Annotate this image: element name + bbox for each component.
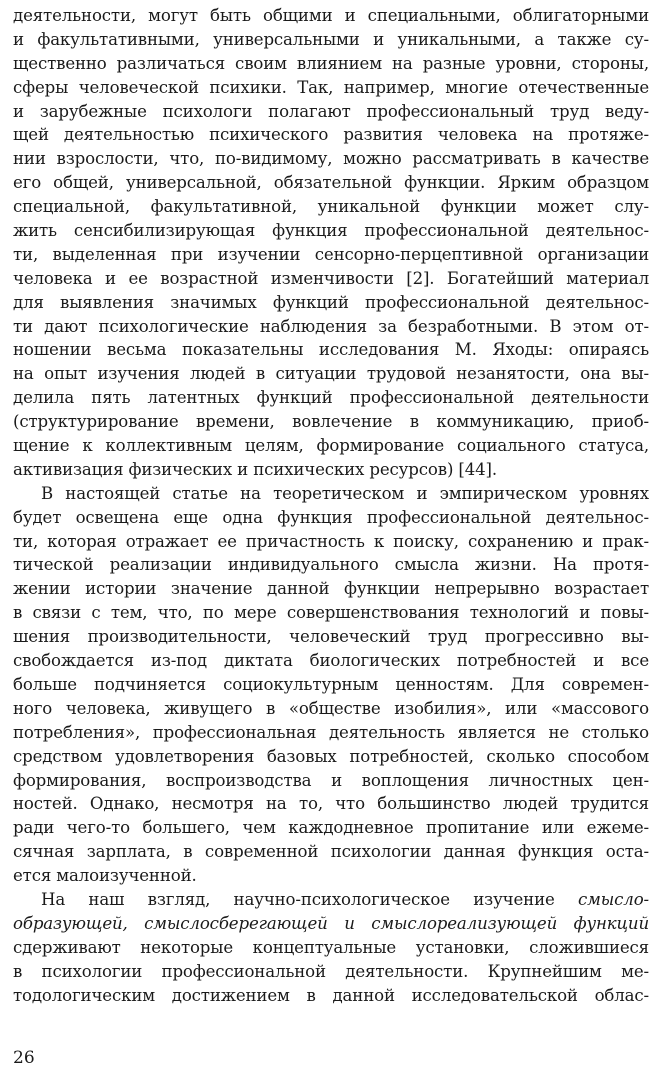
text-line: свобождается из-под диктата биологических потребностей и все xyxy=(13,651,649,671)
text-line: на опыт изучения людей в ситуации трудовой незанятости, она вы- xyxy=(13,364,649,384)
italic-span: образующей, смыслосберегающей и смыслореализующей функций xyxy=(13,913,649,933)
text-line: человека и ее возрастной изменчивости [2]. Богатейший материал xyxy=(13,268,649,288)
paragraph xyxy=(13,888,649,1007)
text-line: больше подчиняется социокультурным ценностям. Для современ- xyxy=(13,674,649,694)
text-line: (структурирование времени, вовлечение в коммуникацию, приоб- xyxy=(13,412,649,432)
text-line: в психологии профессиональной деятельности. Крупнейшим ме- xyxy=(13,961,649,981)
text-line: деятельности, могут быть общими и специальными, облигаторными xyxy=(13,6,649,25)
page-number: 26 xyxy=(13,1048,35,1068)
text-line: ного человека, живущего в «обществе изобилия», или «массового xyxy=(13,698,649,718)
text-line: тической реализации индивидуального смысла жизни. На протя- xyxy=(13,555,649,575)
text-line: В настоящей статье на теоретическом и эмпирическом уровнях xyxy=(41,483,649,503)
text-line: ностей. Однако, несмотря на то, что большинство людей трудится xyxy=(13,794,649,814)
text-line: щение к коллективным целям, формирование социального статуса, xyxy=(13,436,649,456)
text-line: будет освещена еще одна функция профессиональной деятельнос- xyxy=(13,507,649,527)
text-line: сдерживают некоторые концептуальные установки, сложившиеся xyxy=(13,937,649,957)
text-line: и факультативными, универсальными и уникальными, а также су- xyxy=(13,29,649,49)
text-line: средством удовлетворения базовых потребностей, сколько способом xyxy=(13,746,649,766)
text-line xyxy=(13,888,649,912)
text-line: формирования, воспроизводства и воплощения личностных цен- xyxy=(13,770,649,790)
text-line: активизация физических и психических ресурсов) [44]. xyxy=(13,459,497,479)
text-line: для выявления значимых функций профессиональной деятельнос- xyxy=(13,292,649,312)
text-line: его общей, универсальной, обязательной функции. Ярким образцом xyxy=(13,173,649,193)
text-line: ти, которая отражает ее причастность к поиску, сохранению и прак- xyxy=(13,531,649,551)
text-span: На наш взгляд, научно-психологическое изучение xyxy=(41,889,579,909)
text-line: ради чего-то большего, чем каждодневное пропитание или ежеме- xyxy=(13,818,649,838)
text-line: сферы человеческой психики. Так, например, многие отечественные xyxy=(13,77,649,97)
italic-span: смысло- xyxy=(578,889,649,909)
text-line: шения производительности, человеческий труд прогрессивно вы- xyxy=(13,627,649,647)
text-line: жить сенсибилизирующая функция профессиональной деятельнос- xyxy=(13,221,649,241)
document-page xyxy=(13,4,649,1007)
paragraph xyxy=(13,482,649,888)
text-line: ется малоизученной. xyxy=(13,866,197,886)
text-line xyxy=(13,912,649,936)
text-line: ти, выделенная при изучении сенсорно-перцептивной организации xyxy=(13,244,649,264)
text-line: щей деятельностью психического развития человека на протяже- xyxy=(13,125,649,145)
text-line: ти дают психологические наблюдения за безработными. В этом от- xyxy=(13,316,649,336)
text-line: специальной, факультативной, уникальной функции может слу- xyxy=(13,197,649,217)
text-line: делила пять латентных функций профессиональной деятельности xyxy=(13,388,649,408)
text-line: нии взрослости, что, по-видимому, можно рассматривать в качестве xyxy=(13,149,649,169)
text-line: щественно различаться своим влиянием на разные уровни, стороны, xyxy=(13,53,649,73)
text-line: тодологическим достижением в данной исследовательской облас- xyxy=(13,985,649,1005)
text-line: потребления», профессиональная деятельность является не столько xyxy=(13,722,649,742)
text-line: сячная зарплата, в современной психологии данная функция оста- xyxy=(13,842,649,862)
text-line: в связи с тем, что, по мере совершенствования технологий и повы- xyxy=(13,603,649,623)
text-line: и зарубежные психологи полагают профессиональный труд веду- xyxy=(13,101,649,121)
text-line: жении истории значение данной функции непрерывно возрастает xyxy=(13,579,649,599)
paragraph xyxy=(13,4,649,482)
text-line: ношении весьма показательны исследования М. Яходы: опираясь xyxy=(13,340,649,360)
